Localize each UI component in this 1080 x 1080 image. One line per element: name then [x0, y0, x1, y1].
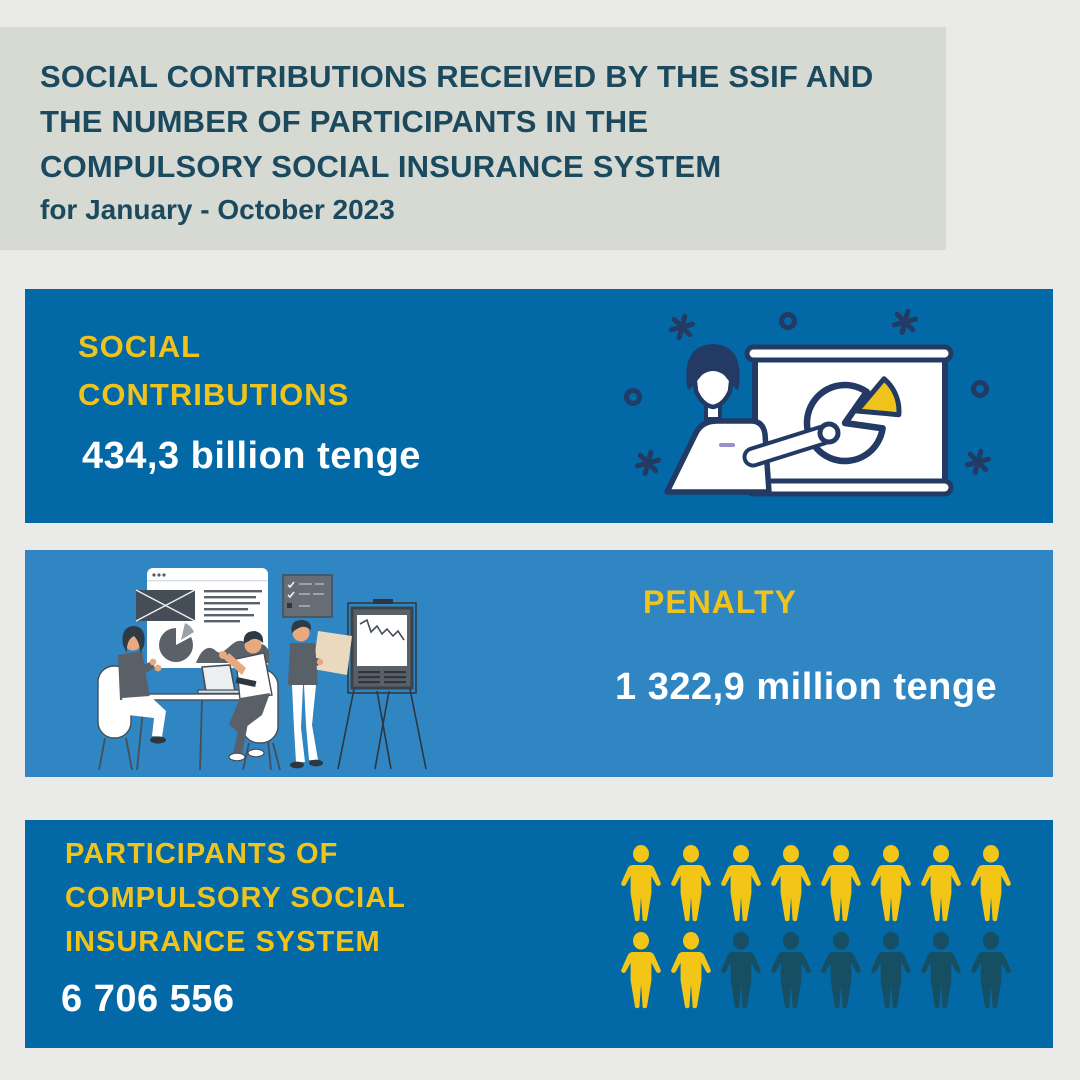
person-pictogram	[617, 842, 665, 928]
participants-pictogram	[617, 842, 1015, 1016]
person-pictogram	[817, 842, 865, 928]
team-analyzing-charts-illustration	[90, 563, 502, 775]
presenter-with-pie-chart-illustration	[600, 295, 1060, 520]
participants-label: PARTICIPANTS OF COMPULSORY SOCIAL INSURANCE SYSTEM	[65, 838, 406, 958]
participants-value: 6 706 556	[61, 978, 235, 1020]
person-pictogram	[767, 929, 815, 1015]
person-pictogram	[967, 929, 1015, 1015]
person-pictogram	[717, 929, 765, 1015]
social-contributions-value: 434,3 billion tenge	[82, 435, 421, 477]
easel-chart-icon	[338, 599, 426, 769]
person-pictogram	[767, 842, 815, 928]
header-panel	[0, 27, 946, 250]
person-pictogram	[717, 842, 765, 928]
person-pictogram	[967, 842, 1015, 928]
person-pictogram	[817, 929, 865, 1015]
penalty-label: PENALTY	[643, 584, 797, 620]
pictogram-row	[617, 929, 1015, 1015]
page-title-line2: THE NUMBER OF PARTICIPANTS IN THE	[40, 104, 649, 139]
person-pictogram	[667, 929, 715, 1015]
page-subtitle-period: for January - October 2023	[40, 194, 395, 225]
social-contributions-label: SOCIAL CONTRIBUTIONS	[78, 329, 350, 412]
checklist-panel-icon	[283, 575, 332, 617]
person-pictogram	[867, 929, 915, 1015]
page-title-line3: COMPULSORY SOCIAL INSURANCE SYSTEM	[40, 149, 722, 184]
social-contributions-banner	[25, 289, 1053, 523]
person-pictogram	[917, 842, 965, 928]
browser-window-icon	[136, 568, 269, 668]
person-pictogram	[867, 842, 915, 928]
penalty-banner	[25, 550, 1053, 777]
person-pictogram	[917, 929, 965, 1015]
pictogram-row	[617, 842, 1015, 928]
page-title-line1: SOCIAL CONTRIBUTIONS RECEIVED BY THE SSIF AND	[40, 59, 874, 94]
participants-banner	[25, 820, 1053, 1048]
penalty-value: 1 322,9 million tenge	[615, 666, 998, 708]
person-pictogram	[667, 842, 715, 928]
person-pictogram	[617, 929, 665, 1015]
